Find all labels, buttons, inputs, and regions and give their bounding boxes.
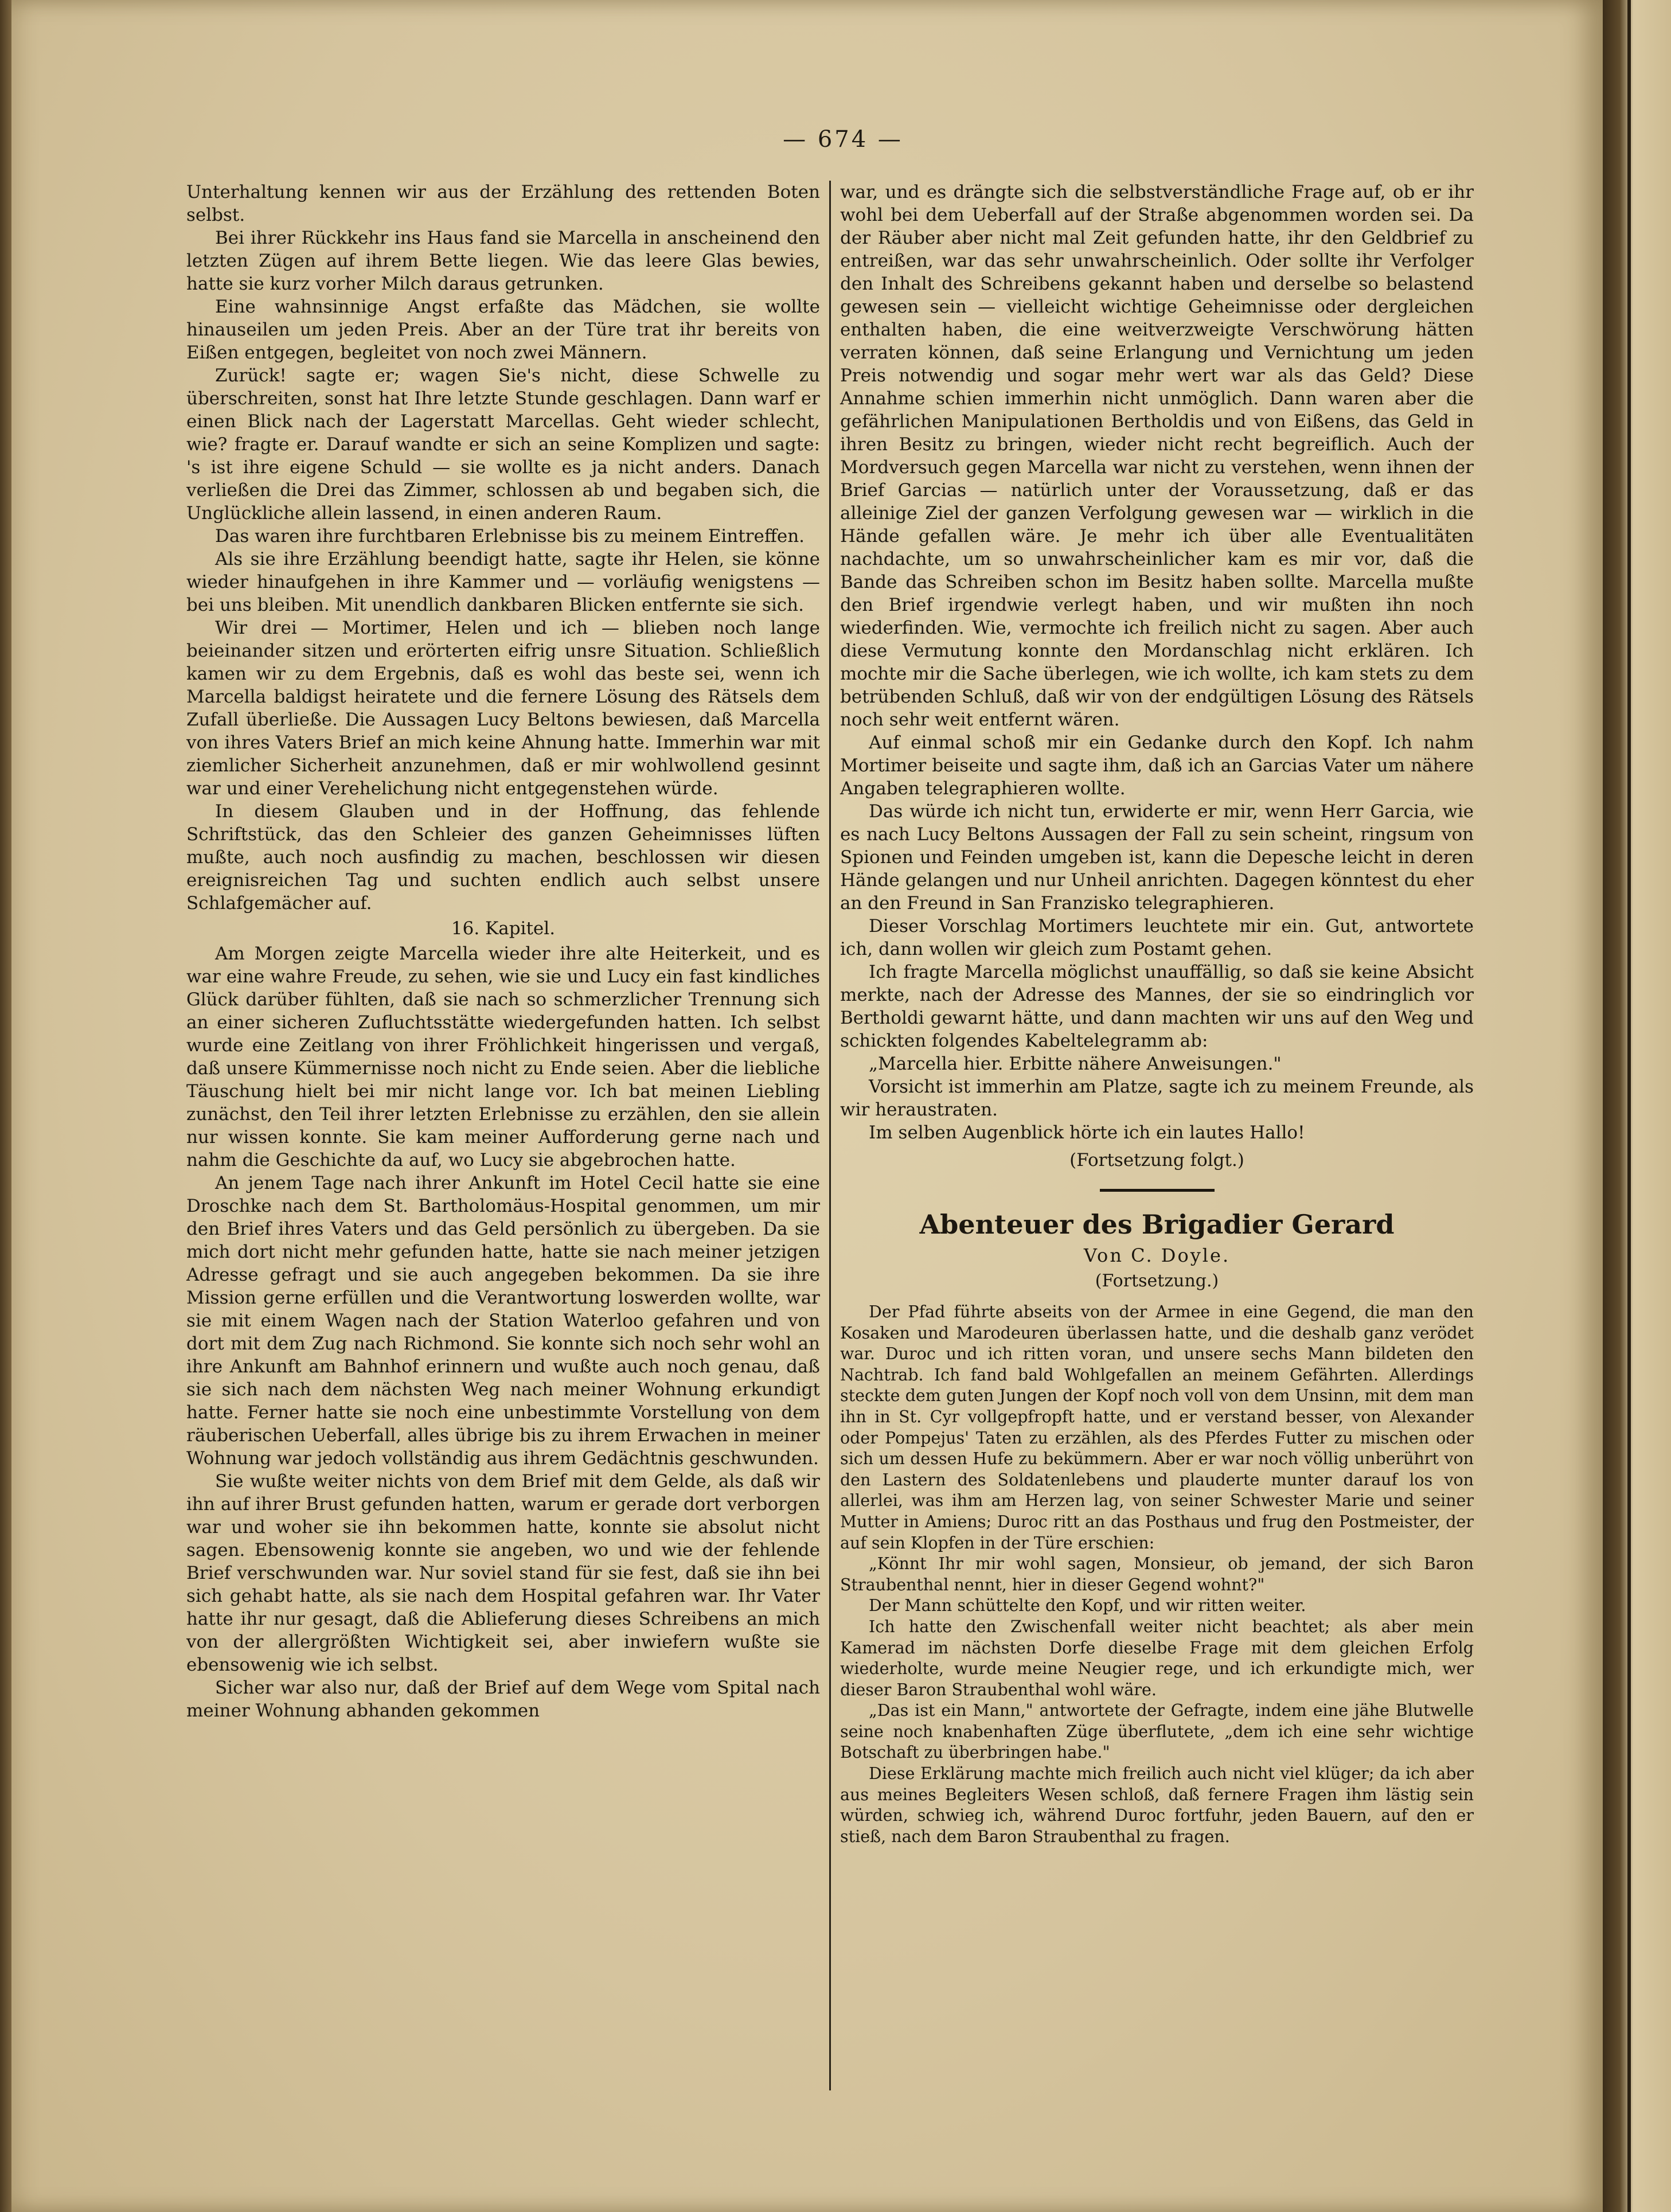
paragraph: Diese Erklärung machte mich freilich auch nicht viel klüger; da ich aber aus meines Begleiters Wesen schloß, daß fernere Fragen ihm lästig sein würden, schwieg ich, während Duroc fortfuhr, jeden Bauern, auf den er stieß, nach dem Baron Straubenthal zu fragen. [840, 1764, 1474, 1846]
story-author: Von C. Doyle. [1083, 1245, 1231, 1266]
paragraph: Sicher war also nur, daß der Brief auf dem Wege vom Spital nach meiner Wohnung abhanden gekommen [186, 1677, 820, 1721]
paragraph: Eine wahnsinnige Angst erfaßte das Mädchen, sie wollte hinauseilen um jeden Preis. Aber an der Türe trat ihr bereits von Eißen entgegen, begleitet von noch zwei Männern. [186, 297, 820, 363]
page-number: — 674 — [783, 126, 903, 153]
left-column [186, 181, 820, 1722]
paragraph: Ich fragte Marcella möglichst unauffällig, so daß sie keine Absicht merkte, nach der Adresse des Mannes, der sie so eindringlich vor Bertholdi gewarnt hätte, und dann machten wir uns auf den Weg und schickten folgendes Kabeltelegramm ab: [840, 962, 1474, 1051]
right-column [840, 181, 1474, 1847]
paragraph: Der Pfad führte abseits von der Armee in eine Gegend, die man den Kosaken und Marodeuren überlassen hatte, und die deshalb ganz verödet war. Duroc und ich ritten voran, und unsere sechs Mann bildeten den Nachtrab. Ich fand bald Wohlgefallen an meinem Gefährten. Allerdings steckte dem guten Jungen der Kopf noch voll von dem Unsinn, mit dem man ihn in St. Cyr vollgepfropft hatte, und er verstand besser, von Alexander oder Pompejus' Taten zu erzählen, als des Pferdes Futter zu mischen oder sich um dessen Hufe zu bekümmern. Aber er war noch völlig unberührt von den Lastern des Soldatenlebens und plauderte munter darauf los von allerlei, was ihm am Herzen lag, von seiner Schwester Marie und seiner Mutter in Amiens; Duroc ritt an das Posthaus und frug den Postmeister, der auf sein Klopfen in der Türe erschien: [840, 1302, 1474, 1552]
paragraph: Sie wußte weiter nichts von dem Brief mit dem Gelde, als daß wir ihn auf ihrer Brust gefunden hatten, warum er gerade dort verborgen war und woher sie ihn bekommen hatte, konnte sie absolut nicht sagen. Ebensowenig konnte sie angeben, wo und wie der fehlende Brief verschwunden war. Nur soviel stand für sie fest, daß sie ihn bei sich gehabt hatte, als sie nach dem Hospital gefahren war. Ihr Vater hatte ihr nur gesagt, daß die Ablieferung dieses Schreibens an mich von der allergrößten Wichtigkeit sei, aber inwiefern wußte sie ebensowenig wie ich selbst. [186, 1471, 820, 1675]
binding-strip [1603, 0, 1671, 2212]
paragraph: An jenem Tage nach ihrer Ankunft im Hotel Cecil hatte sie eine Droschke nach dem St. Bartholomäus-Hospital genommen, um mir den Brief ihres Vaters und das Geld persönlich zu übergeben. Da sie mich dort nicht mehr gefunden hatte, hatte sie nach meiner jetzigen Adresse gefragt und sie auch angegeben bekommen. Da sie ihre Mission gerne erfüllen und die Verantwortung loswerden wollte, war sie mit einem Wagen nach der Station Waterloo gefahren und von dort mit dem Zug nach Richmond. Sie konnte sich noch sehr wohl an ihre Ankunft am Bahnhof erinnern und wußte auch noch genau, daß sie sich nach dem nächsten Weg nach meiner Wohnung erkundigt hatte. Ferner hatte sie noch eine unbestimmte Vorstellung von dem räuberischen Ueberfall, alles übrige bis zu ihrem Erwachen in meiner Wohnung war jedoch vollständig aus ihrem Gedächtnis geschwunden. [186, 1173, 820, 1469]
paragraph: Wir drei — Mortimer, Helen und ich — blieben noch lange beieinander sitzen und erörterten eifrig unsre Situation. Schließlich kamen wir zu dem Ergebnis, daß es wohl das beste sei, wenn ich Marcella baldigst heiratete und die fernere Lösung des Rätsels dem Zufall überließe. Die Aussagen Lucy Beltons bewiesen, daß Marcella von ihres Vaters Brief an mich keine Ahnung hatte. Immerhin war mit ziemlicher Sicherheit anzunehmen, daß er mir wohlwollend gesinnt war und einer Verehelichung nicht entgegenstehen würde. [186, 618, 820, 799]
section-divider [1100, 1189, 1215, 1192]
paragraph: Ich hatte den Zwischenfall weiter nicht beachtet; als aber mein Kamerad im nächsten Dorfe dieselbe Frage mit dem gleichen Erfolg wiederholte, wurde meine Neugier rege, und ich erkundigte mich, wer dieser Baron Straubenthal wohl wäre. [840, 1617, 1474, 1699]
paragraph: Auf einmal schoß mir ein Gedanke durch den Kopf. Ich nahm Mortimer beiseite und sagte ihm, daß ich an Garcias Vater um nähere Angaben telegraphieren wollte. [840, 732, 1474, 799]
paragraph: Am Morgen zeigte Marcella wieder ihre alte Heiterkeit, und es war eine wahre Freude, zu sehen, wie sie und Lucy ein fast kindliches Glück darüber fühlten, daß sie nach so schmerzlicher Trennung sich an einer sicheren Zufluchtsstätte wiedergefunden hatten. Ich selbst wurde eine Zeitlang von ihrer Fröhlichkeit hingerissen und vergaß, daß unsere Kümmernisse noch nicht zu Ende seien. Aber die liebliche Täuschung hielt bei mir nicht lange vor. Ich bat meinen Liebling zunächst, den Teil ihrer letzten Erlebnisse zu erzählen, den sie allein nur wissen konnte. Sie kam meiner Aufforderung gerne nach und nahm die Geschichte da auf, wo Lucy sie abgebrochen hatte. [186, 943, 820, 1171]
paragraph: Das würde ich nicht tun, erwiderte er mir, wenn Herr Garcia, wie es nach Lucy Beltons Aussagen der Fall zu sein scheint, ringsum von Spionen und Feinden umgeben ist, kann die Depesche leicht in deren Hände gelangen und nur Unheil anrichten. Dagegen könntest du eher an den Freund in San Franzisko telegraphieren. [840, 801, 1474, 914]
paragraph: „Das ist ein Mann," antwortete der Gefragte, indem eine jähe Blutwelle seine noch knabenhaften Züge überflutete, „dem ich eine sehr wichtige Botschaft zu überbringen habe." [840, 1701, 1474, 1762]
paragraph: „Könnt Ihr mir wohl sagen, Monsieur, ob jemand, der sich Baron Straubenthal nennt, hier in dieser Gegend wohnt?" [840, 1554, 1474, 1594]
binding-shadow-line [1627, 0, 1631, 2212]
paragraph: Bei ihrer Rückkehr ins Haus fand sie Marcella in anscheinend den letzten Zügen auf ihrem Bette liegen. Wie das leere Glas bewies, hatte sie kurz vorher Milch daraus getrunken. [186, 228, 820, 294]
paragraph: Vorsicht ist immerhin am Platze, sagte ich zu meinem Freunde, als wir heraustraten. [840, 1076, 1474, 1120]
paragraph: Das waren ihre furchtbaren Erlebnisse bis zu meinem Eintreffen. [215, 526, 805, 547]
story-continuation: (Fortsetzung.) [1095, 1271, 1219, 1291]
chapter-heading: 16. Kapitel. [451, 918, 556, 939]
column-divider [829, 181, 831, 2090]
paragraph: war, und es drängte sich die selbstverständliche Frage auf, ob er ihr wohl bei dem Ueberfall auf der Straße abgenommen worden sei. Da der Räuber aber nicht mal Zeit gefunden hatte, ihr den Geldbrief zu entreißen, war das sehr unwahrscheinlich. Oder sollte ihr Verfolger den Inhalt des Schreibens gekannt haben und derselbe so belastend gewesen sein — vielleicht wichtige Geheimnisse oder dergleichen enthalten haben, die eine weitverzweigte Verschwörung hätten verraten können, daß seine Erlangung und Vernichtung um jeden Preis notwendig und sogar mehr wert war als das Geld? Diese Annahme schien immerhin nicht unmöglich. Dann waren aber die gefährlichen Manipulationen Bertholdis und von Eißens, das Geld in ihren Besitz zu bringen, wieder nicht recht begreiflich. Auch der Mordversuch gegen Marcella war nicht zu verstehen, wenn ihnen der Brief Garcias — natürlich unter der Voraussetzung, daß er das alleinige Ziel der ganzen Verfolgung gewesen war — wirklich in die Hände gefallen wäre. Je mehr ich über alle Eventualitäten nachdachte, um so unwahrscheinlicher kam es mir vor, daß die Bande das Schreiben schon im Besitz haben sollte. Marcella mußte den Brief irgendwie verlegt haben, und wir mußten ihn noch wiederfinden. Wie, vermochte ich freilich nicht zu sagen. Aber auch diese Vermutung konnte den Mordanschlag nicht erklären. Ich mochte mir die Sache überlegen, wie ich wollte, ich kam stets zu dem betrübenden Schluß, daß wir von der endgültigen Lösung des Rätsels noch sehr weit entfernt wären. [840, 182, 1474, 730]
story-section [840, 1208, 1474, 1847]
paragraph: Als sie ihre Erzählung beendigt hatte, sagte ihr Helen, sie könne wieder hinaufgehen in ihre Kammer und — vorläufig wenigstens — bei uns bleiben. Mit unendlich dankbaren Blicken entfernte sie sich. [186, 549, 820, 615]
story-title: Abenteuer des Brigadier Gerard [919, 1209, 1395, 1240]
page-left-edge [0, 0, 11, 2212]
paragraph: Dieser Vorschlag Mortimers leuchtete mir ein. Gut, antwortete ich, dann wollen wir gleich zum Postamt gehen. [840, 916, 1474, 959]
paragraph: Unterhaltung kennen wir aus der Erzählung des rettenden Boten selbst. [186, 182, 820, 225]
paragraph: „Marcella hier. Erbitte nähere Anweisungen." [869, 1054, 1282, 1074]
paragraph: Im selben Augenblick hörte ich ein lautes Hallo! [869, 1122, 1305, 1143]
paragraph: In diesem Glauben und in der Hoffnung, das fehlende Schriftstück, das den Schleier des ganzen Geheimnisses lüften mußte, auch noch ausfindig zu machen, beschlossen wir diesen ereignisreichen Tag und suchten endlich auch selbst unsere Schlafgemächer auf. [186, 801, 820, 914]
paragraph: Zurück! sagte er; wagen Sie's nicht, diese Schwelle zu überschreiten, sonst hat Ihre letzte Stunde geschlagen. Dann warf er einen Blick nach der Lagerstatt Marcellas. Geht wieder schlecht, wie? fragte er. Darauf wandte er sich an seine Komplizen und sagte: 's ist ihre eigene Schuld — sie wollte es ja nicht anders. Danach verließen die Drei das Zimmer, schlossen ab und begaben sich, die Unglückliche allein lassend, in einen anderen Raum. [186, 365, 820, 524]
to-be-continued: (Fortsetzung folgt.) [1069, 1150, 1244, 1171]
paragraph: Der Mann schüttelte den Kopf, und wir ritten weiter. [869, 1596, 1306, 1616]
